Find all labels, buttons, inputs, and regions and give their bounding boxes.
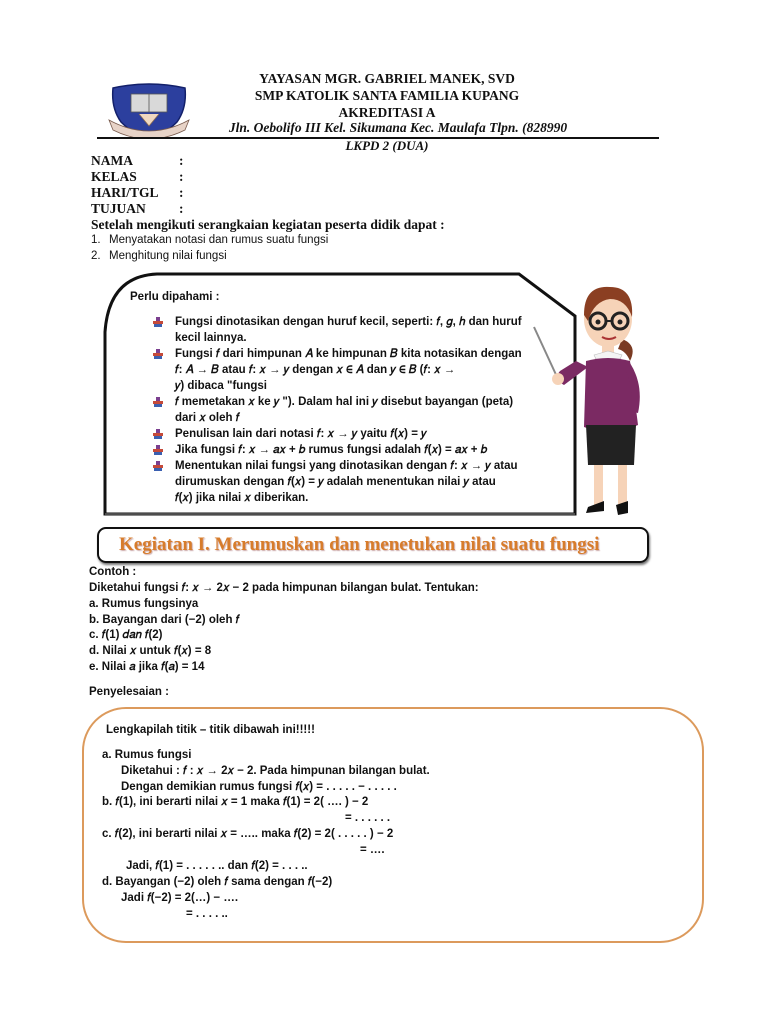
example-heading: Contoh : — [89, 566, 137, 578]
identity-label: KELAS — [91, 169, 137, 184]
identity-nama — [91, 153, 184, 169]
solution-heading: Penyelesaian : — [89, 686, 169, 698]
exercise-fill-blank[interactable]: = . . . . .. — [186, 908, 228, 920]
book-stack-icon — [152, 316, 164, 328]
identity-separator: : — [179, 201, 184, 216]
bullet-text: 𝑓 memetakan 𝑥 ke 𝑦 "). Dalam hal ini 𝑦 disebut bayangan (peta) — [175, 396, 514, 408]
goal-item — [91, 234, 328, 246]
teacher-with-pointer-illustration — [530, 275, 660, 520]
exercise-instruction: Lengkapilah titik – titik dibawah ini!!!!! — [106, 724, 315, 736]
example-item: a. Rumus fungsinya — [89, 598, 199, 610]
book-stack-icon — [152, 428, 164, 440]
example-item: b. Bayangan dari (−2) oleh 𝑓 — [89, 614, 240, 626]
accreditation: AKREDITASI A — [338, 105, 436, 120]
book-stack-icon — [152, 396, 164, 408]
example-item: c. 𝑓(1) 𝑑𝑎𝑛 𝑓(2) — [89, 629, 163, 641]
activity-banner — [97, 527, 649, 563]
bullet-text: dirumuskan dengan 𝑓(𝑥) = 𝑦 adalah menentukan nilai 𝑦 atau — [175, 476, 496, 488]
exercise-line: a. Rumus fungsi — [102, 749, 192, 761]
book-stack-icon — [152, 348, 164, 360]
perlu-title: Perlu dipahami : — [130, 291, 220, 303]
identity-tujuan — [91, 201, 184, 217]
example-problem: Diketahui fungsi 𝑓: 𝑥 → 2𝑥 − 2 pada himpunan bilangan bulat. Tentukan: — [89, 582, 479, 594]
school-crest-logo — [105, 82, 193, 138]
bullet-text: kecil lainnya. — [175, 332, 247, 344]
exercise-fill-blank[interactable]: c. 𝑓(2), ini berarti nilai 𝑥 = ….. maka 𝑓(2) = 2( . . . . . ) − 2 — [102, 828, 394, 840]
identity-hari-tgl — [91, 185, 184, 201]
goals-intro: Setelah mengikuti serangkaian kegiatan peserta didik dapat : — [91, 217, 445, 232]
identity-separator: : — [179, 185, 184, 200]
exercise-box — [82, 707, 704, 943]
goal-text: Menghitung nilai fungsi — [109, 250, 227, 262]
foundation-name: YAYASAN MGR. GABRIEL MANEK, SVD — [259, 71, 515, 86]
bullet-text: Fungsi 𝑓 dari himpunan 𝐴 ke himpunan 𝐵 kita notasikan dengan — [175, 348, 522, 360]
identity-separator: : — [179, 169, 184, 184]
goal-number: 1. — [91, 234, 101, 246]
exercise-fill-blank[interactable]: = …. — [360, 844, 385, 856]
book-stack-icon — [152, 444, 164, 456]
bullet-text: dari 𝑥 oleh 𝑓 — [175, 412, 240, 424]
identity-separator: : — [179, 153, 184, 168]
example-item: e. Nilai 𝑎 jika 𝑓(𝑎) = 14 — [89, 661, 205, 673]
bullet-text: 𝑦) dibaca "fungsi — [175, 380, 267, 392]
exercise-line: d. Bayangan (−2) oleh 𝑓 sama dengan 𝑓(−2) — [102, 876, 333, 888]
goal-item — [91, 250, 227, 262]
activity-title: Kegiatan I. Merumuskan dan menetukan nilai suatu fungsi — [119, 534, 600, 555]
school-address: Jln. Oebolifo III Kel. Sikumana Kec. Maulafa Tlpn. (828990 — [228, 120, 568, 135]
document-title: LKPD 2 (DUA) — [345, 138, 429, 153]
identity-label: TUJUAN — [91, 201, 146, 216]
bullet-text: Jika fungsi 𝑓: 𝑥 → 𝑎𝑥 + 𝑏 rumus fungsi adalah 𝑓(𝑥) = 𝑎𝑥 + 𝑏 — [175, 444, 488, 456]
exercise-fill-blank[interactable]: b. 𝑓(1), ini berarti nilai 𝑥 = 1 maka 𝑓(1) = 2( …. ) − 2 — [102, 796, 369, 808]
identity-kelas — [91, 169, 184, 185]
goal-text: Menyatakan notasi dan rumus suatu fungsi — [109, 234, 329, 246]
exercise-fill-blank[interactable]: Dengan demikian rumus fungsi 𝑓(𝑥) = . . . . . − . . . . . — [121, 781, 397, 793]
exercise-line: Diketahui : 𝑓 : 𝑥 → 2𝑥 − 2. Pada himpunan bilangan bulat. — [121, 765, 430, 777]
exercise-fill-blank[interactable]: Jadi 𝑓(−2) = 2(…) − …. — [121, 892, 239, 904]
bullet-text: 𝑓(𝑥) jika nilai 𝑥 diberikan. — [175, 492, 309, 504]
goal-number: 2. — [91, 250, 101, 262]
bullet-text: Penulisan lain dari notasi 𝑓: 𝑥 → 𝑦 yaitu 𝑓(𝑥) = 𝑦 — [175, 428, 427, 440]
bullet-text: Fungsi dinotasikan dengan huruf kecil, seperti: 𝑓, 𝑔, ℎ dan huruf — [175, 316, 522, 328]
exercise-fill-blank[interactable]: Jadi, 𝑓(1) = . . . . . .. dan 𝑓(2) = . . . .. — [126, 860, 308, 872]
exercise-fill-blank[interactable]: = . . . . . . — [345, 812, 391, 824]
example-item: d. Nilai 𝑥 untuk 𝑓(𝑥) = 8 — [89, 645, 212, 657]
book-stack-icon — [152, 460, 164, 472]
identity-label: HARI/TGL — [91, 185, 159, 200]
bullet-text: Menentukan nilai fungsi yang dinotasikan dengan 𝑓: 𝑥 → 𝑦 atau — [175, 460, 518, 472]
identity-label: NAMA — [91, 153, 133, 168]
bullet-text: 𝑓: 𝐴 → 𝐵 atau 𝑓: 𝑥 → 𝑦 dengan 𝑥 ∈ 𝐴 dan 𝑦 ∈ 𝐵 (𝑓: 𝑥 → — [175, 364, 456, 376]
school-name: SMP KATOLIK SANTA FAMILIA KUPANG — [254, 88, 520, 103]
